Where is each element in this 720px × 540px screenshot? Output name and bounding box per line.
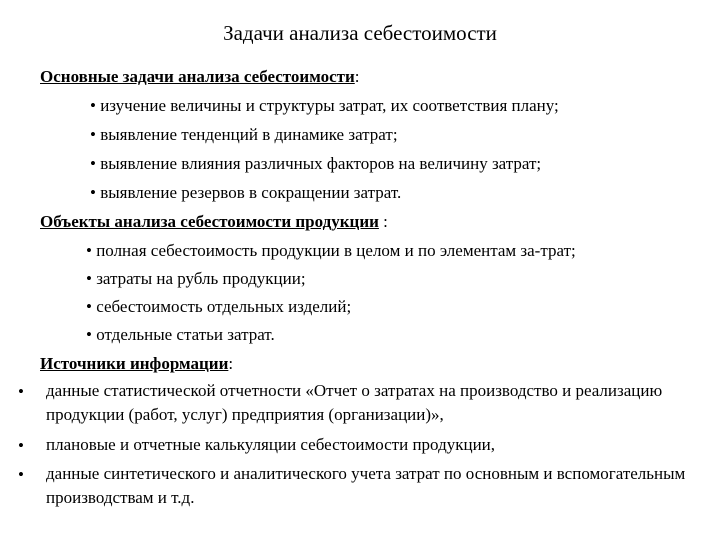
bullet-marker: •	[18, 436, 24, 455]
list-item: • полная себестоимость продукции в целом и по элементам за-трат;	[86, 241, 576, 260]
list-item: плановые и отчетные калькуляции себестоимости продукции,	[46, 435, 496, 454]
section-heading-text: Источники информации	[40, 354, 229, 373]
list-item: • изучение величины и структуры затрат, их соответствия плану;	[90, 96, 559, 115]
list-item: • выявление резервов в сокращении затрат.	[90, 183, 402, 202]
section-heading-suffix: :	[354, 67, 360, 86]
section-heading-sources	[40, 353, 233, 375]
list-item: данные статистической отчетности «Отчет о затратах на производство и реализацию продукции (работ, услуг) предприятия (организации)»,	[46, 381, 663, 424]
slide-title: Задачи анализа себестоимости	[223, 21, 497, 45]
section-heading-objects	[40, 211, 388, 233]
bullet-marker: •	[18, 382, 24, 401]
section-heading-suffix: :	[378, 212, 388, 231]
list-item: • отдельные статьи затрат.	[86, 325, 275, 344]
list-item: • выявление влияния различных факторов на величину затрат;	[90, 154, 542, 173]
section-heading-suffix: :	[228, 354, 234, 373]
list-item: • себестоимость отдельных изделий;	[86, 297, 352, 316]
bullet-marker: •	[18, 465, 24, 484]
list-item: • выявление тенденций в динамике затрат;	[90, 125, 398, 144]
list-item: • затраты на рубль продукции;	[86, 269, 306, 288]
section-heading-text: Основные задачи анализа себестоимости	[40, 67, 355, 86]
section-heading-tasks	[40, 66, 360, 88]
section-heading-text: Объекты анализа себестоимости продукции	[40, 212, 379, 231]
list-item: данные синтетического и аналитического учета затрат по основным и вспомогательным производствам и т.д.	[46, 464, 686, 507]
